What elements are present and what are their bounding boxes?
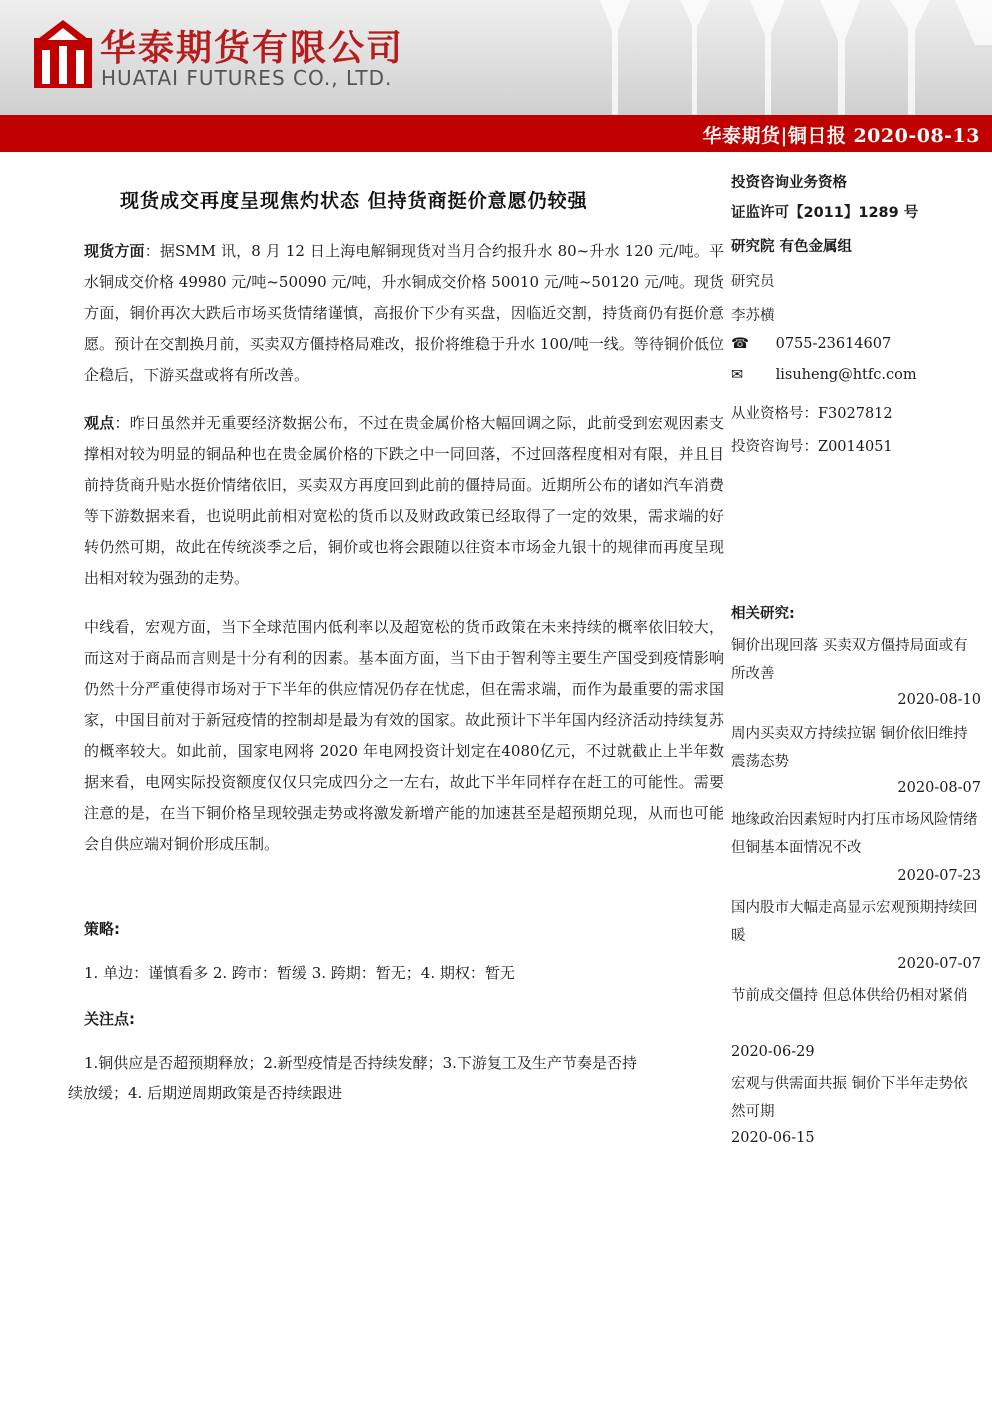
related-item-title[interactable]: 国内股市大幅走高显示宏观预期持续回暖 <box>731 900 978 944</box>
license-2: 投资咨询号：Z0014051 <box>731 439 893 455</box>
qualification-1: 投资咨询业务资格 <box>731 175 847 191</box>
focus-line-2: 续放缓；4. 后期逆周期政策是否持续跟进 <box>68 1084 343 1102</box>
focus-line-1: 1.铜供应是否超预期释放；2.新型疫情是否持续发酵；3.下游复工及生产节奏是否持 <box>84 1054 637 1072</box>
strategy-label: 策略: <box>84 920 120 938</box>
view-paragraph <box>84 408 724 594</box>
related-item-date: 2020-06-15 <box>731 1130 815 1146</box>
related-item-title[interactable]: 铜价出现回落 买卖双方僵持局面或有所改善 <box>731 638 968 682</box>
analyst-name: 李苏横 <box>731 308 775 324</box>
related-item-date: 2020-08-07 <box>897 780 981 796</box>
spot-label: 现货方面 <box>84 242 145 260</box>
license-1: 从业资格号：F3027812 <box>731 406 893 422</box>
institute: 研究院 有色金属组 <box>731 239 853 255</box>
midterm-paragraph: 中线看，宏观方面，当下全球范围内低利率以及超宽松的货币政策在未来持续的概率依旧较大，而这对于商品而言则是十分有利的因素。基本面方面，当下由于智利等主要生产国受到疫情影响仍然十分严重使得市场对于下半年的供应情况仍存在忧虑，但在需求端，而作为最重要的需求国家，中国目前对于新冠疫情的控制却是最为有效的国家。故此预计下半年国内经济活动持续复苏的概率较大。如此前，国家电网将 2020 年电网投资计划定在4080亿元，不过就截止上半年数据来看，电网实际投资额度仅仅只完成四分之一左右，故此下半年同样存在赶工的可能性。需要注意的是，在当下铜价格呈现较强走势或将激发新增产能的加速甚至是超预期兑现，从而也可能会自供应端对铜价形成压制。 <box>84 618 724 853</box>
related-item-date: 2020-08-10 <box>897 692 981 708</box>
spot-text: ：据SMM 讯，8 月 12 日上海电解铜现货对当月合约报升水 80~升水 120 元/吨。平水铜成交价格 49980 元/吨~50090 元/吨，升水铜成交价格 50010 元/吨~50120 元/吨。现货方面，铜价再次大跌后市场买货情绪谨慎，高报价下少有买盘，因临近交割，持货商仍有挺价意愿。预计在交割换月前，买卖双方僵持格局难改，报价将维稳于升水 100/吨一线。等待铜价低位企稳后，下游买盘或将有所改善。 <box>84 242 724 384</box>
related-item-title[interactable]: 宏观与供需面共振 铜价下半年走势依然可期 <box>731 1076 968 1120</box>
related-item-title[interactable]: 地缘政治因素短时内打压市场风险情绪 但铜基本面情况不改 <box>731 812 978 856</box>
related-item-date: 2020-06-29 <box>731 1044 815 1060</box>
view-text: ：昨日虽然并无重要经济数据公布，不过在贵金属价格大幅回调之际，此前受到宏观因素支撑相对较为明显的铜品种也在贵金属价格的下跌之中一同回落，不过回落程度相对有限，并且目前持货商升贴水挺价情绪依旧，买卖双方再度回到此前的僵持局面。近期所公布的诸如汽车消费等下游数据来看，也说明此前相对宽松的货币以及财政政策已经取得了一定的效果，需求端的好转仍然可期，故此在传统淡季之后，铜价或也将会跟随以往资本市场金九银十的规律而再度呈现出相对较为强劲的走势。 <box>84 414 724 587</box>
report-title: 现货成交再度呈现焦灼状态 但持货商挺价意愿仍较强 <box>120 190 588 212</box>
report-bar-text: 华泰期货|铜日报 2020-08-13 <box>702 125 980 147</box>
brand-name-cn: 华泰期货有限公司 <box>100 28 405 69</box>
view-label: 观点 <box>84 414 115 432</box>
related-item-title[interactable]: 周内买卖双方持续拉锯 铜价依旧维持震荡态势 <box>731 726 968 770</box>
related-item-date: 2020-07-23 <box>897 868 981 884</box>
qualification-2: 证监许可【2011】1289 号 <box>731 205 919 221</box>
related-research-label: 相关研究: <box>731 606 795 622</box>
phone-icon: ☎ <box>731 336 750 352</box>
brand-name-en: HUATAI FUTURES CO., LTD. <box>101 66 393 90</box>
email-row <box>731 367 981 383</box>
phone-row <box>731 336 981 352</box>
mail-icon: ✉ <box>731 367 744 383</box>
phone-number: 0755-23614607 <box>775 336 892 352</box>
strategy-text: 1. 单边：谨慎看多 2. 跨市：暂缓 3. 跨期：暂无；4. 期权：暂无 <box>84 964 515 982</box>
related-item-date: 2020-07-07 <box>897 956 981 972</box>
report-bar <box>0 115 992 152</box>
spot-paragraph <box>84 236 724 391</box>
email-address[interactable]: lisuheng@htfc.com <box>775 367 917 383</box>
header-decoration-icon <box>560 0 992 115</box>
huatai-logo-icon <box>34 20 92 88</box>
analyst-role: 研究员 <box>731 274 775 290</box>
related-item-title[interactable]: 节前成交僵持 但总体供给仍相对紧俏 <box>731 988 968 1004</box>
page-header <box>0 0 992 115</box>
focus-label: 关注点: <box>84 1010 135 1028</box>
